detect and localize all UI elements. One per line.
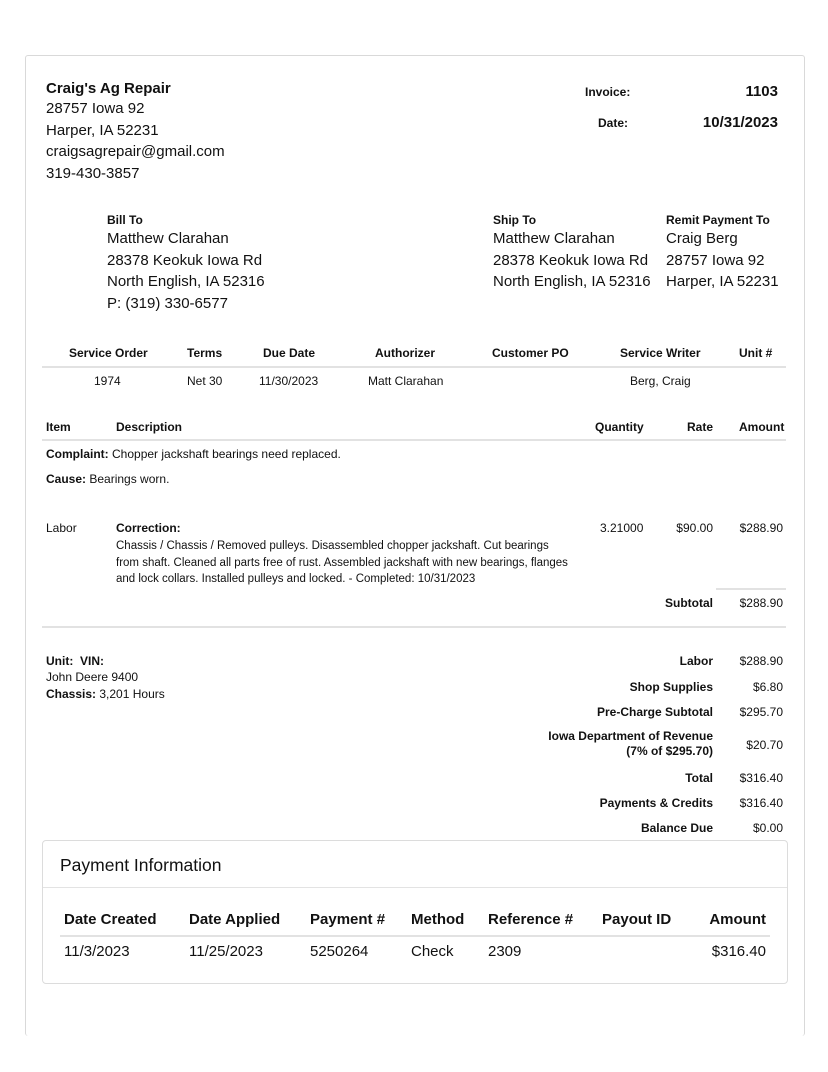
remit-to-name: Craig Berg	[666, 230, 738, 247]
correction-label: Correction:	[116, 521, 181, 535]
pay-header-payout-id: Payout ID	[602, 911, 672, 928]
correction-line-3: and lock collars. Installed pulleys and locked. - Completed: 10/31/2023	[116, 573, 476, 585]
payment-information-header	[43, 841, 787, 888]
header-quantity: Quantity	[595, 420, 644, 434]
header-due-date: Due Date	[263, 346, 316, 360]
pay-payment-number: 5250264	[310, 943, 369, 960]
unit-label: Unit:	[46, 654, 74, 668]
company-email: craigsagrepair@gmail.com	[46, 143, 225, 160]
pay-date-applied: 11/25/2023	[189, 943, 263, 960]
cause-row	[46, 472, 169, 486]
ship-to-address2: North English, IA 52316	[493, 273, 651, 290]
precharge-value: $295.70	[739, 705, 783, 719]
items-header-rule	[42, 439, 786, 441]
pay-header-amount: Amount	[709, 911, 766, 928]
remit-to-address1: 28757 Iowa 92	[666, 251, 765, 269]
header-description: Description	[116, 420, 183, 434]
value-due-date: 11/30/2023	[259, 374, 319, 388]
pay-method: Check	[411, 943, 454, 960]
payments-credits-label: Payments & Credits	[599, 796, 713, 810]
labor-value: $288.90	[739, 654, 783, 668]
total-label: Total	[685, 771, 713, 785]
order-header-rule	[42, 366, 786, 368]
chassis-label: Chassis:	[46, 687, 97, 701]
line-rate: $90.00	[676, 521, 713, 535]
bill-to-phone: P: (319) 330-6577	[107, 294, 228, 312]
pay-header-reference-number: Reference #	[488, 911, 574, 928]
correction-text	[116, 538, 568, 588]
pay-header-method: Method	[411, 911, 465, 928]
complaint-row	[46, 447, 341, 461]
header-service-writer: Service Writer	[620, 346, 701, 360]
tax-value: $20.70	[746, 738, 783, 752]
company-name: Craig's Ag Repair	[46, 80, 171, 97]
bill-to-address1: 28378 Keokuk Iowa Rd	[107, 251, 263, 269]
company-address2: Harper, IA 52231	[46, 121, 159, 139]
payment-header-rule	[60, 935, 770, 937]
header-authorizer: Authorizer	[375, 346, 435, 360]
pay-amount: $316.40	[711, 943, 766, 960]
correction-line-1: Chassis / Chassis / Removed pulleys. Disassembled chopper jackshaft. Cut bearings	[116, 540, 549, 552]
pay-header-date-applied: Date Applied	[189, 911, 281, 928]
shop-supplies-label: Shop Supplies	[629, 680, 713, 694]
remit-to-address2: Harper, IA 52231	[666, 273, 779, 290]
shop-supplies-value: $6.80	[752, 680, 783, 694]
complaint-label: Complaint:	[46, 447, 109, 461]
pay-reference-number: 2309	[488, 943, 522, 960]
subtotal-label: Subtotal	[665, 596, 713, 610]
chassis-row	[46, 687, 165, 701]
labor-label: Labor	[679, 654, 713, 668]
subtotal-rule	[716, 588, 786, 590]
ship-to-block	[493, 228, 651, 293]
value-service-order: 1974	[94, 374, 121, 388]
subtotal-value: $288.90	[739, 596, 783, 610]
line-quantity: 3.21000	[600, 521, 644, 535]
ship-to-label: Ship To	[493, 213, 537, 227]
payments-credits-value: $316.40	[739, 796, 783, 810]
balance-due-value: $0.00	[752, 821, 783, 835]
ship-to-name: Matthew Clarahan	[493, 230, 615, 247]
total-value: $316.40	[739, 771, 783, 785]
tax-label	[506, 729, 713, 759]
remit-to-block	[666, 228, 779, 293]
header-unit: Unit #	[739, 346, 773, 360]
pay-header-payment-number: Payment #	[310, 911, 386, 928]
unit-vin-row	[46, 654, 104, 668]
cause-text: Bearings worn.	[89, 472, 170, 486]
remit-to-label: Remit Payment To	[666, 213, 770, 227]
correction-line-2: from shaft. Cleaned all parts free of rust. Assembled jackshaft with new bearings, flanges	[116, 556, 568, 569]
chassis-value: 3,201 Hours	[99, 687, 165, 701]
header-item: Item	[46, 420, 71, 434]
line-amount: $288.90	[739, 521, 783, 535]
invoice-page	[25, 55, 805, 1036]
bill-to-name: Matthew Clarahan	[107, 230, 229, 247]
tax-label-line1: Iowa Department of Revenue	[548, 729, 713, 743]
line-item-type: Labor	[46, 521, 77, 535]
invoice-date-label: Date:	[598, 116, 629, 130]
header-terms: Terms	[187, 346, 223, 360]
bill-to-block	[107, 228, 265, 314]
unit-model: John Deere 9400	[46, 670, 139, 684]
ship-to-address1: 28378 Keokuk Iowa Rd	[493, 251, 649, 269]
invoice-date: 10/31/2023	[702, 114, 778, 131]
header-service-order: Service Order	[69, 346, 148, 360]
tax-label-line2: (7% of $295.70)	[626, 744, 713, 758]
cause-label: Cause:	[46, 472, 87, 486]
header-amount: Amount	[739, 420, 785, 434]
precharge-label: Pre-Charge Subtotal	[596, 705, 713, 719]
value-terms: Net 30	[187, 374, 223, 388]
invoice-number: 1103	[745, 83, 778, 100]
header-rate: Rate	[687, 420, 714, 434]
bill-to-address2: North English, IA 52316	[107, 273, 265, 290]
value-authorizer: Matt Clarahan	[368, 374, 444, 388]
value-service-writer: Berg, Craig	[630, 374, 691, 388]
items-bottom-rule	[42, 626, 786, 628]
payment-information-panel	[42, 840, 788, 984]
company-address1: 28757 Iowa 92	[46, 100, 145, 117]
payment-information-title: Payment Information	[60, 855, 222, 875]
complaint-text: Chopper jackshaft bearings need replaced.	[112, 447, 341, 461]
invoice-number-label: Invoice:	[585, 85, 631, 99]
bill-to-label: Bill To	[107, 213, 143, 227]
balance-due-label: Balance Due	[640, 821, 713, 835]
pay-header-date-created: Date Created	[64, 911, 157, 928]
pay-date-created: 11/3/2023	[64, 943, 130, 960]
company-address	[46, 98, 225, 184]
vin-label: VIN:	[80, 654, 104, 668]
header-customer-po: Customer PO	[492, 346, 569, 360]
company-phone: 319-430-3857	[46, 164, 140, 182]
